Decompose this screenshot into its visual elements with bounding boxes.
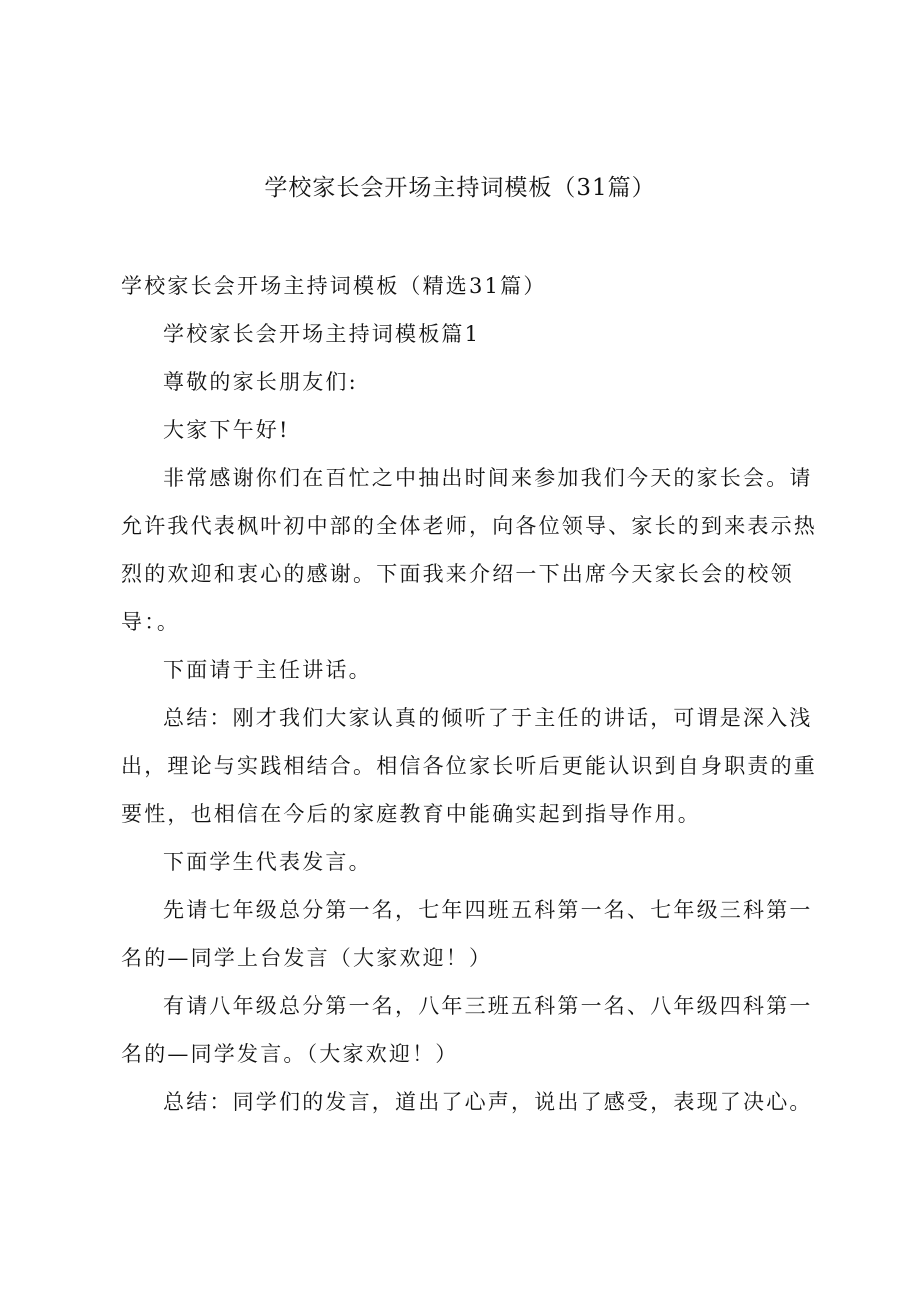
document-body <box>121 262 821 1126</box>
salutation-paragraph: 尊敬的家长朋友们: <box>163 370 358 394</box>
document-title: 学校家长会开场主持词模板（31篇） <box>264 175 656 201</box>
grade8-speaker-paragraph: 有请八年级总分第一名，八年三班五科第一名、八年级四科第一名的—同学发言。（大家欢迎！） <box>121 994 813 1066</box>
summary-paragraph: 总结：刚才我们大家认真的倾听了于主任的讲话，可谓是深入浅出，理论与实践相结合。相信各位家长听后更能认识到自身职责的重要性，也相信在今后的家庭教育中能确实起到指导作用。 <box>121 706 817 826</box>
welcome-paragraph: 非常感谢你们在百忙之中抽出时间来参加我们今天的家长会。请允许我代表枫叶初中部的全体老师，向各位领导、家长的到来表示热烈的欢迎和衷心的感谢。下面我来介绍一下出席今天家长会的校领导：。 <box>121 466 817 634</box>
section-heading: 学校家长会开场主持词模板篇1 <box>163 322 481 346</box>
student-speech-paragraph: 下面学生代表发言。 <box>163 850 372 874</box>
speech-intro-paragraph: 下面请于主任讲话。 <box>163 658 372 682</box>
subtitle-paragraph: 学校家长会开场主持词模板（精选31篇） <box>121 274 547 298</box>
grade7-speaker-paragraph: 先请七年级总分第一名，七年四班五科第一名、七年级三科第一名的—同学上台发言（大家欢迎！） <box>121 898 813 970</box>
closing-summary-paragraph: 总结：同学们的发言，道出了心声，说出了感受，表现了决心。 <box>163 1090 813 1114</box>
greeting-paragraph: 大家下午好! <box>163 418 290 442</box>
